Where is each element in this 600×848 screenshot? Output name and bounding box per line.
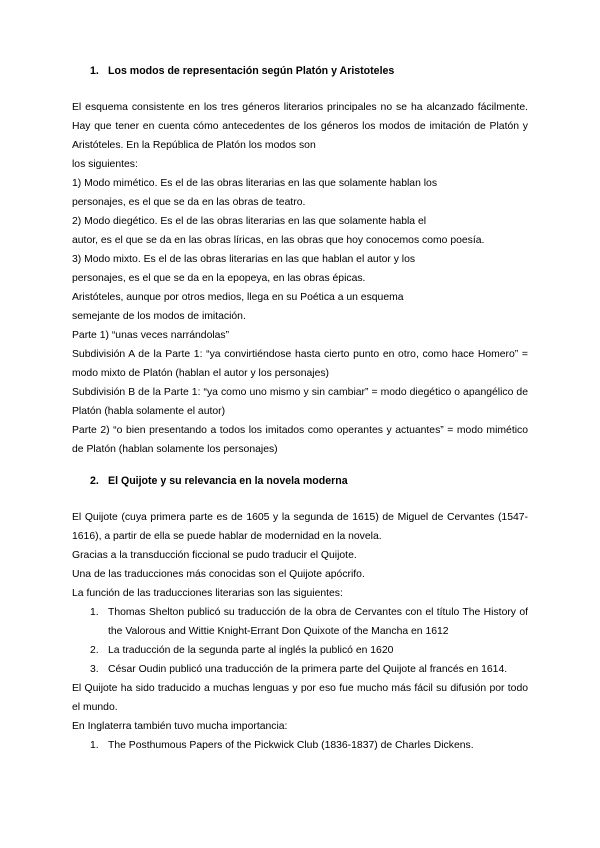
list-item — [72, 641, 528, 660]
page-content — [72, 62, 528, 755]
paragraph: personajes, es el que se da en la epopeya, en las obras épicas. — [72, 273, 366, 284]
paragraph: 2) Modo diegético. Es el de las obras literarias en las que solamente habla el — [72, 216, 427, 227]
paragraph: La función de las traducciones literarias son las siguientes: — [72, 588, 343, 599]
paragraph: Aristóteles, aunque por otros medios, llega en su Poética a un esquema — [72, 292, 404, 303]
list-item-number: 2. — [90, 645, 99, 656]
list-item — [72, 736, 528, 755]
paragraph: El Quijote (cuya primera parte es de 1605 y la segunda de 1615) de Miguel de Cervantes (1547-1616), a partir de ella se puede hablar de modernidad en la novela. — [72, 512, 528, 542]
paragraph: autor, es el que se da en las obras líricas, en las obras que hoy conocemos como poesía. — [72, 235, 485, 246]
paragraph: Gracias a la transducción ficcional se pudo traducir el Quijote. — [72, 550, 357, 561]
section-2-title: El Quijote y su relevancia en la novela moderna — [108, 475, 348, 487]
list-item-text: The Posthumous Papers of the Pickwick Club (1836-1837) de Charles Dickens. — [108, 740, 474, 751]
section-2-heading — [90, 472, 528, 491]
england-list — [72, 736, 528, 755]
paragraph: 1) Modo mimético. Es el de las obras literarias en las que solamente hablan los — [72, 178, 438, 189]
paragraph: los siguientes: — [72, 159, 138, 170]
list-item-text: La traducción de la segunda parte al inglés la publicó en 1620 — [108, 645, 394, 656]
paragraph: Parte 1) “unas veces narrándolas” — [72, 330, 230, 341]
section-1-number: 1. — [90, 65, 99, 77]
list-item — [72, 660, 528, 679]
paragraph: Subdivisión A de la Parte 1: “ya convirtiéndose hasta cierto punto en otro, como hace Homero” = modo mixto de Platón (hablan el autor y los personajes) — [72, 349, 528, 379]
section-1-heading — [90, 62, 528, 81]
list-item-number: 1. — [90, 607, 99, 618]
paragraph: Una de las traducciones más conocidas son el Quijote apócrifo. — [72, 569, 365, 580]
paragraph: personajes, es el que se da en las obras de teatro. — [72, 197, 306, 208]
list-item-number: 1. — [90, 740, 99, 751]
translations-list — [72, 603, 528, 679]
paragraph: En Inglaterra también tuvo mucha importancia: — [72, 721, 288, 732]
list-item-text: Thomas Shelton publicó su traducción de la obra de Cervantes con el título The History of the Valorous and Wittie Knight-Errant Don Quixote of the Mancha en 1612 — [108, 607, 528, 637]
paragraph: semejante de los modos de imitación. — [72, 311, 246, 322]
paragraph: 3) Modo mixto. Es el de las obras literarias en las que hablan el autor y los — [72, 254, 416, 265]
paragraph: Subdivisión B de la Parte 1: “ya como uno mismo y sin cambiar” = modo diegético o apangélico de Platón (habla solamente el autor) — [72, 387, 528, 417]
section-1-title: Los modos de representación según Platón y Aristoteles — [108, 65, 395, 77]
list-item-text: César Oudin publicó una traducción de la primera parte del Quijote al francés en 1614. — [108, 664, 508, 675]
section-2-number: 2. — [90, 475, 99, 487]
paragraph: El Quijote ha sido traducido a muchas lenguas y por eso fue mucho más fácil su difusión por todo el mundo. — [72, 683, 528, 713]
list-item — [72, 603, 528, 641]
paragraph: El esquema consistente en los tres géneros literarios principales no se ha alcanzado fácilmente. Hay que tener en cuenta cómo antecedentes de los géneros los modos de imitación de Platón y Aristóteles. En la República de Platón los modos son — [72, 102, 528, 151]
paragraph: Parte 2) “o bien presentando a todos los imitados como operantes y actuantes” = modo mimético de Platón (hablan solamente los personajes) — [72, 425, 528, 455]
list-item-number: 3. — [90, 664, 99, 675]
